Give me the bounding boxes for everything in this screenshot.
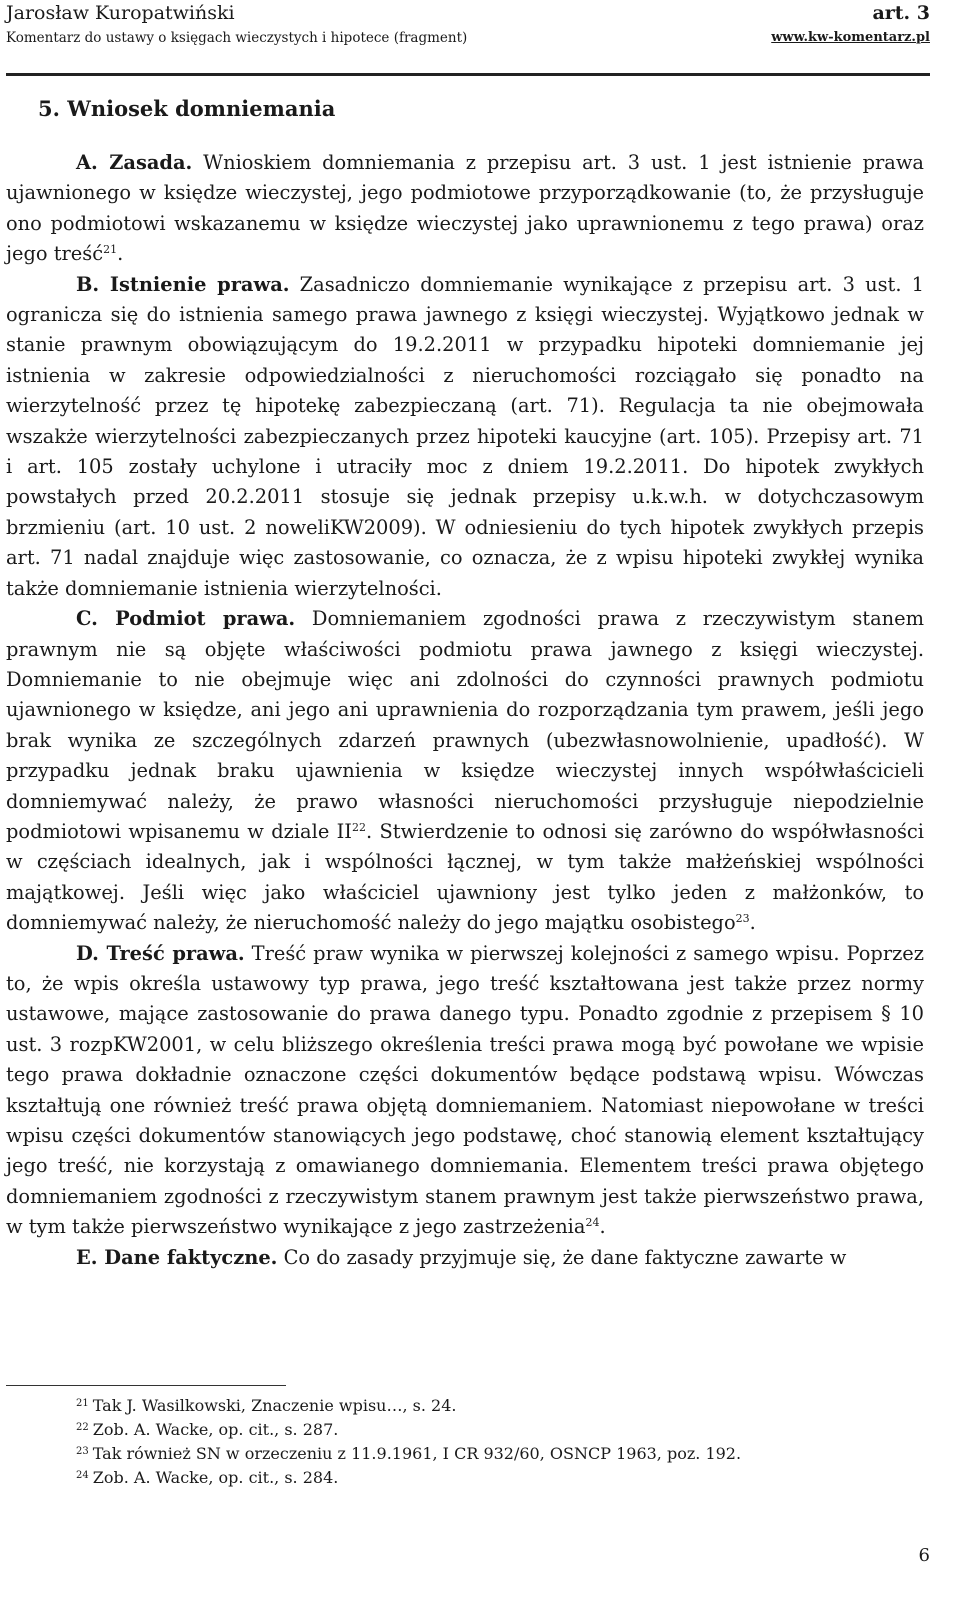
- footnote-ref[interactable]: 22: [351, 820, 366, 834]
- footnote-text: Zob. A. Wacke, op. cit., s. 284.: [92, 1468, 339, 1487]
- paragraph-c: [6, 604, 924, 938]
- page-header: [6, 0, 930, 72]
- footnote-ref[interactable]: 21: [103, 243, 118, 257]
- author-name: Jarosław Kuropatwiński: [6, 2, 235, 24]
- footnote-item: [76, 1418, 926, 1442]
- paragraph-lead: A. Zasada.: [76, 151, 193, 174]
- main-text: [6, 148, 924, 1273]
- paragraph-text: Zasadniczo domniemanie wynikające z przepisu art. 3 ust. 1 ogranicza się do istnienia samego prawa jawnego z księgi wieczystej. Wyjątkowo jednak w stanie prawnym obowiązującym do 19.2.2011 w przypadku hipoteki domniemanie jej istnienia w zakresie odpowiedzialności z nieruchomości rozciągało się ponadto na wierzytelność przez tę hipotekę zabezpieczaną (art. 71). Regulacja ta nie obejmowała wszakże wierzytelności zabezpieczanych przez hipoteki kaucyjne (art. 105). Przepisy art. 71 i art. 105 zostały uchylone i utraciły moc z dniem 19.2.2011. Do hipotek zwykłych powstałych przed 20.2.2011 stosuje się jednak przepisy u.k.w.h. w dotychczasowym brzmieniu (art. 10 ust. 2 noweliKW2009). W odniesieniu do tych hipotek zwykłych przepis art. 71 nadal znajduje więc zastosowanie, co oznacza, że z wpisu hipoteki zwykłej wynika także domniemanie istnienia wierzytelności.: [6, 272, 924, 600]
- footnote-text: Zob. A. Wacke, op. cit., s. 287.: [92, 1420, 339, 1439]
- footnote-divider: [6, 1385, 286, 1386]
- footnotes: [76, 1394, 926, 1490]
- paragraph-tail: .: [117, 242, 124, 266]
- header-divider: [6, 73, 930, 76]
- footnote-number: 22: [76, 1422, 89, 1433]
- footnote-number: 24: [76, 1470, 89, 1481]
- footnote-item: [76, 1466, 926, 1490]
- paragraph-text: Treść praw wynika w pierwszej kolejności z samego wpisu. Poprzez to, że wpis określa ustawowy typ prawa, jego treść kształtowana jest także przez normy ustawowe, mające zastosowanie do prawa danego typu. Ponadto zgodnie z przepisem § 10 ust. 3 rozpKW2001, w celu bliższego określenia treści prawa mogą być powołane we wpisie tego prawa dokładnie oznaczone części dokumentów będące podstawą wpisu. Wówczas kształtują one również treść prawa objętą domniemaniem. Natomiast niepowołane w treści wpisu części dokumentów stanowiących jego podstawę, choć stanowią element kształtujący jego treść, nie korzystają z omawianego domniemania. Elementem treści prawa objętego domniemaniem zgodności z rzeczywistym stanem prawnym jest także pierwszeństwo prawa, w tym także pierwszeństwo wynikające z jego zastrzeżenia: [6, 941, 924, 1239]
- page-number: 6: [918, 1545, 930, 1566]
- paragraph-text: Wnioskiem domniemania z przepisu art. 3 ust. 1 jest istnienie prawa ujawnionego w księdze wieczystej, jego podmiotowe przyporządkowanie (to, że przysługuje ono podmiotowi wskazanemu w księdze wieczystej jako uprawnionemu z tego prawa) oraz jego treść: [6, 151, 924, 266]
- paragraph-text: Co do zasady przyjmuje się, że dane faktyczne zawarte w: [277, 1245, 847, 1269]
- paragraph-lead: E. Dane faktyczne.: [76, 1245, 278, 1269]
- footnote-ref[interactable]: 23: [735, 912, 750, 926]
- footnote-text: Tak również SN w orzeczeniu z 11.9.1961, I CR 932/60, OSNCP 1963, poz. 192.: [92, 1444, 742, 1463]
- section-title: 5. Wniosek domniemania: [38, 96, 336, 121]
- footnote-text: Tak J. Wasilkowski, Znaczenie wpisu…, s. 24.: [92, 1396, 457, 1415]
- website-link[interactable]: www.kw-komentarz.pl: [771, 30, 930, 45]
- paragraph-lead: C. Podmiot prawa.: [76, 607, 296, 631]
- paragraph-d: [6, 939, 924, 1243]
- paragraph-end: .: [749, 911, 756, 935]
- paragraph-a: [6, 148, 924, 270]
- article-label: art. 3: [872, 2, 930, 24]
- paragraph-tail: . Stwierdzenie to odnosi się zarówno do współwłasności w częściach idealnych, jak i wspólności łącznej, w tym także małżeńskiej wspólności majątkowej. Jeśli więc jako właściciel ujawniony jest tylko jeden z małżonków, to domniemywać należy, że nieruchomość należy do jego majątku osobistego: [6, 819, 924, 935]
- paragraph-lead: B. Istnienie prawa.: [76, 272, 290, 296]
- footnote-number: 21: [76, 1398, 89, 1409]
- paragraph-lead: D. Treść prawa.: [76, 941, 245, 965]
- footnote-number: 23: [76, 1446, 89, 1457]
- footnote-item: [76, 1442, 926, 1466]
- footnote-ref[interactable]: 24: [585, 1216, 600, 1230]
- paragraph-e: [6, 1243, 924, 1273]
- paragraph-tail: .: [599, 1215, 606, 1239]
- book-subtitle: Komentarz do ustawy o księgach wieczystych i hipotece (fragment): [6, 30, 468, 46]
- footnote-item: [76, 1394, 926, 1418]
- paragraph-b: [6, 270, 924, 604]
- paragraph-text: Domniemaniem zgodności prawa z rzeczywistym stanem prawnym nie są objęte właściwości podmiotu prawa jawnego z księgi wieczystej. Domniemanie to nie obejmuje więc ani zdolności do czynności prawnych podmiotu ujawnionego w księdze, ani jego ani uprawnienia do rozporządzania tym prawem, jeśli jego brak wynika ze szczególnych zdarzeń prawnych (ubezwłasnowolnienie, upadłość). W przypadku jednak braku ujawnienia w księdze wieczystej innych współwłaścicieli domniemywać należy, że prawo własności nieruchomości przysługuje niepodzielnie podmiotowi wpisanemu w dziale II: [6, 607, 924, 843]
